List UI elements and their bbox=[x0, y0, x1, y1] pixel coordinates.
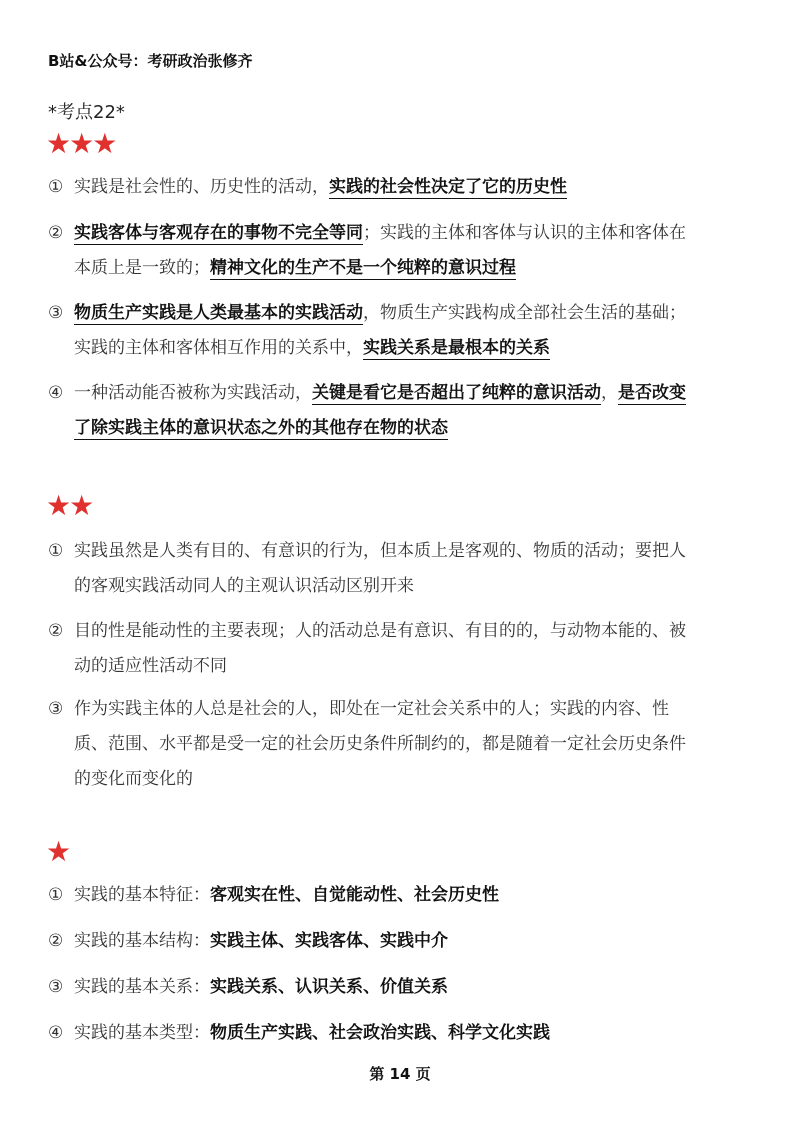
item-key-point: 精神文化的生产不是一个纯粹的意识过程 bbox=[210, 258, 516, 278]
item-text: 实践虽然是人类有目的、有意识的行为，但本质上是客观的、物质的活动；要把人 bbox=[74, 541, 686, 561]
item-text: 实践是社会性的、历史性的活动， bbox=[74, 177, 329, 197]
item-value: 实践关系、认识关系、价值关系 bbox=[210, 977, 448, 997]
item-text: ， bbox=[601, 383, 618, 403]
three-star-rating-icon: ★★★ bbox=[46, 127, 116, 160]
item-key-point: 实践关系是最根本的关系 bbox=[363, 338, 550, 358]
item-number: ① bbox=[48, 885, 64, 905]
item-text: 实践的主体和客体相互作用的关系中， bbox=[74, 338, 363, 358]
item-number: ② bbox=[48, 931, 64, 951]
item-label: 实践的基本结构： bbox=[74, 931, 210, 951]
item-value: 物质生产实践、社会政治实践、科学文化实践 bbox=[210, 1023, 550, 1043]
item-number: ① bbox=[48, 177, 64, 197]
item-key-point: 关键是看它是否超出了纯粹的意识活动 bbox=[312, 383, 601, 403]
one-star-rating-icon: ★ bbox=[46, 835, 70, 868]
item-number: ② bbox=[48, 223, 64, 243]
item-value: 实践主体、实践客体、实践中介 bbox=[210, 931, 448, 951]
item-key-point: 实践客体与客观存在的事物不完全等同 bbox=[74, 223, 363, 243]
list-item bbox=[48, 692, 754, 797]
item-key-point: 了除实践主体的意识状态之外的其他存在物的状态 bbox=[74, 418, 448, 438]
item-text: 目的性是能动性的主要表现；人的活动总是有意识、有目的的，与动物本能的、被 bbox=[74, 621, 686, 641]
item-number: ③ bbox=[48, 303, 64, 323]
list-item bbox=[48, 170, 754, 205]
item-text: 一种活动能否被称为实践活动， bbox=[74, 383, 312, 403]
item-text: 的客观实践活动同人的主观认识活动区别开来 bbox=[74, 576, 414, 596]
item-number: ② bbox=[48, 621, 64, 641]
item-number: ③ bbox=[48, 977, 64, 997]
item-label: 实践的基本类型： bbox=[74, 1023, 210, 1043]
list-item bbox=[48, 534, 754, 604]
item-text: 本质上是一致的； bbox=[74, 258, 210, 278]
page-number: 第 14 页 bbox=[369, 1065, 431, 1083]
item-value: 客观实在性、自觉能动性、社会历史性 bbox=[210, 885, 499, 905]
point-title: *考点22* bbox=[48, 102, 125, 123]
header-account: B站&公众号：考研政治张修齐 bbox=[48, 52, 253, 70]
list-item bbox=[48, 924, 754, 959]
list-item bbox=[48, 216, 754, 286]
item-text: 作为实践主体的人总是社会的人，即处在一定社会关系中的人；实践的内容、性 bbox=[74, 699, 669, 719]
item-text: ；实践的主体和客体与认识的主体和客体在 bbox=[363, 223, 686, 243]
list-item bbox=[48, 376, 754, 446]
item-key-point: 实践的社会性决定了它的历史性 bbox=[329, 177, 567, 197]
list-item bbox=[48, 970, 754, 1005]
item-number: ④ bbox=[48, 1023, 64, 1043]
item-number: ① bbox=[48, 541, 64, 561]
list-item bbox=[48, 1016, 754, 1051]
list-item bbox=[48, 296, 754, 366]
list-item bbox=[48, 614, 754, 684]
item-text: 质、范围、水平都是受一定的社会历史条件所制约的，都是随着一定社会历史条件 bbox=[74, 734, 686, 754]
item-label: 实践的基本特征： bbox=[74, 885, 210, 905]
two-star-rating-icon: ★★ bbox=[46, 489, 93, 522]
item-text: ，物质生产实践构成全部社会生活的基础； bbox=[363, 303, 686, 323]
item-key-point: 是否改变 bbox=[618, 383, 686, 403]
item-text: 的变化而变化的 bbox=[74, 769, 193, 789]
item-key-point: 物质生产实践是人类最基本的实践活动 bbox=[74, 303, 363, 323]
item-number: ③ bbox=[48, 699, 64, 719]
list-item bbox=[48, 878, 754, 913]
item-text: 动的适应性活动不同 bbox=[74, 656, 227, 676]
item-label: 实践的基本关系： bbox=[74, 977, 210, 997]
item-number: ④ bbox=[48, 383, 64, 403]
